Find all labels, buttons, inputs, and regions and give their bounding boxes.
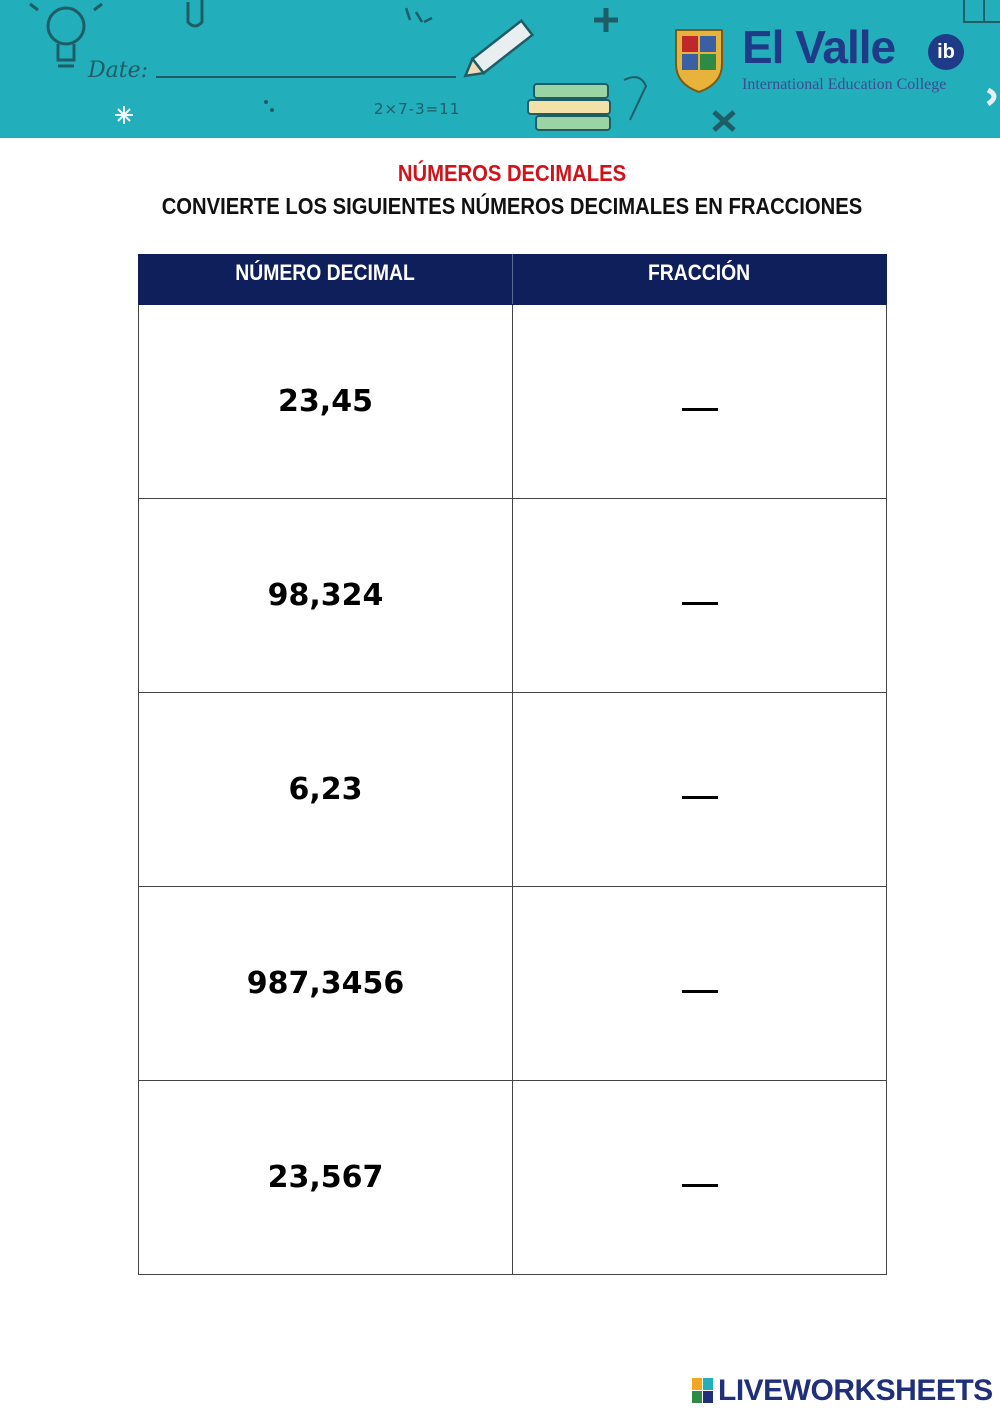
times-icon xyxy=(714,112,734,130)
header-fraction: FRACCIÓN xyxy=(513,255,887,305)
decimal-cell: 987,3456 xyxy=(139,887,513,1081)
date-label: Date: xyxy=(88,58,149,83)
lightbulb-icon xyxy=(30,4,102,66)
fraction-bar xyxy=(682,1184,718,1187)
fraction-answer-cell[interactable] xyxy=(513,887,887,1081)
sparkle-icon xyxy=(406,8,432,22)
worksheet-topic: NÚMEROS DECIMALES xyxy=(397,160,627,186)
table-row xyxy=(139,305,887,499)
star-icon xyxy=(115,106,133,124)
table-row xyxy=(139,887,887,1081)
date-input-line[interactable] xyxy=(156,76,456,78)
fraction-bar xyxy=(682,796,718,799)
fraction-answer-cell[interactable] xyxy=(513,305,887,499)
pencil-icon xyxy=(460,21,533,83)
liveworksheets-icon xyxy=(692,1378,714,1404)
table-row xyxy=(139,693,887,887)
paperclip-icon xyxy=(188,0,202,26)
liveworksheets-label: LIVEWORKSHEETS xyxy=(718,1374,993,1407)
decimal-cell: 6,23 xyxy=(139,693,513,887)
table-row xyxy=(139,499,887,693)
worksheet-instruction: CONVIERTE LOS SIGUIENTES NÚMEROS DECIMALES EN FRACCIONES xyxy=(161,193,863,219)
fraction-bar xyxy=(682,602,718,605)
table-header-row xyxy=(139,255,887,305)
fraction-answer-cell[interactable] xyxy=(513,499,887,693)
header-banner xyxy=(0,0,1000,138)
fraction-bar xyxy=(682,408,718,411)
school-subtitle: International Education College xyxy=(742,76,947,93)
school-logo xyxy=(676,21,986,96)
grid-icon xyxy=(964,0,1000,22)
table-row xyxy=(139,1081,887,1275)
plus-icon xyxy=(594,8,618,32)
decimal-cell: 98,324 xyxy=(139,499,513,693)
header-decimal: NÚMERO DECIMAL xyxy=(139,255,513,305)
fraction-answer-cell[interactable] xyxy=(513,1081,887,1275)
conversion-table xyxy=(138,254,887,1275)
equation-doodle: 2×7-3=11 xyxy=(374,100,461,118)
books-icon xyxy=(528,77,646,130)
ib-badge: ib xyxy=(928,34,964,70)
decimal-cell: 23,45 xyxy=(139,305,513,499)
fraction-bar xyxy=(682,990,718,993)
decimal-cell: 23,567 xyxy=(139,1081,513,1275)
fraction-answer-cell[interactable] xyxy=(513,693,887,887)
school-name: El Valle xyxy=(742,21,896,73)
liveworksheets-logo[interactable] xyxy=(692,1374,992,1406)
